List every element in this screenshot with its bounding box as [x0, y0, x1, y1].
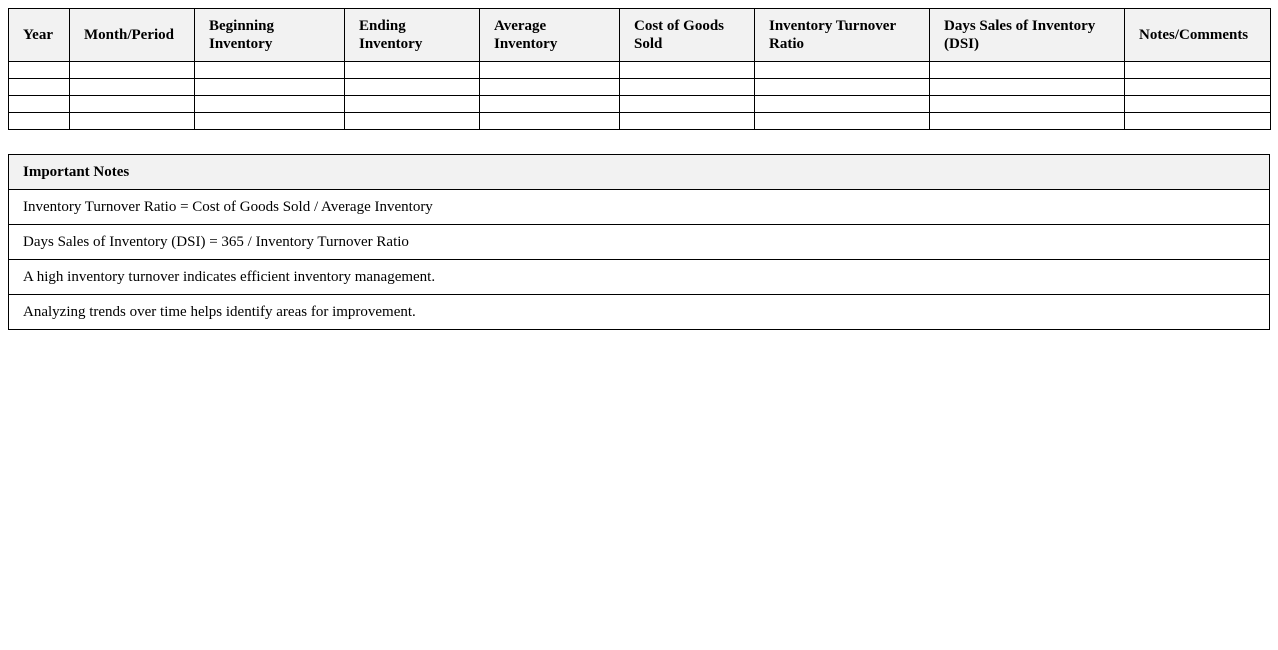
table-cell[interactable] [480, 96, 620, 113]
table-cell[interactable] [345, 79, 480, 96]
table-cell[interactable] [930, 96, 1125, 113]
table-row [9, 113, 1271, 130]
note-analyzing-trends: Analyzing trends over time helps identify areas for improvement. [9, 295, 1270, 330]
table-cell[interactable] [620, 113, 755, 130]
table-cell[interactable] [1125, 62, 1271, 79]
table-cell[interactable] [9, 62, 70, 79]
note-row [9, 225, 1270, 260]
table-cell[interactable] [930, 113, 1125, 130]
table-cell[interactable] [480, 79, 620, 96]
notes-title: Important Notes [9, 155, 1270, 190]
header-year: Year [9, 9, 70, 62]
header-beginning-inventory: Beginning Inventory [195, 9, 345, 62]
table-cell[interactable] [620, 79, 755, 96]
table-cell[interactable] [345, 96, 480, 113]
note-row [9, 295, 1270, 330]
table-cell[interactable] [620, 62, 755, 79]
header-cost-of-goods-sold: Cost of Goods Sold [620, 9, 755, 62]
table-cell[interactable] [70, 79, 195, 96]
table-cell[interactable] [70, 62, 195, 79]
header-month-period: Month/Period [70, 9, 195, 62]
header-notes-comments: Notes/Comments [1125, 9, 1271, 62]
notes-header-row [9, 155, 1270, 190]
table-cell[interactable] [195, 62, 345, 79]
table-row [9, 62, 1271, 79]
table-cell[interactable] [755, 113, 930, 130]
table-cell[interactable] [755, 62, 930, 79]
header-inventory-turnover-ratio: Inventory Turnover Ratio [755, 9, 930, 62]
table-cell[interactable] [930, 79, 1125, 96]
inventory-turnover-table [8, 8, 1271, 130]
table-cell[interactable] [1125, 96, 1271, 113]
table-cell[interactable] [620, 96, 755, 113]
note-dsi-formula: Days Sales of Inventory (DSI) = 365 / Inventory Turnover Ratio [9, 225, 1270, 260]
table-cell[interactable] [755, 79, 930, 96]
table-header-row [9, 9, 1271, 62]
table-cell[interactable] [9, 96, 70, 113]
table-cell[interactable] [9, 79, 70, 96]
table-cell[interactable] [70, 113, 195, 130]
important-notes-table [8, 154, 1270, 330]
table-cell[interactable] [9, 113, 70, 130]
table-cell[interactable] [480, 113, 620, 130]
table-row [9, 96, 1271, 113]
table-cell[interactable] [195, 113, 345, 130]
table-cell[interactable] [755, 96, 930, 113]
table-cell[interactable] [480, 62, 620, 79]
table-cell[interactable] [1125, 79, 1271, 96]
table-cell[interactable] [195, 79, 345, 96]
table-cell[interactable] [930, 62, 1125, 79]
table-cell[interactable] [345, 113, 480, 130]
note-turnover-formula: Inventory Turnover Ratio = Cost of Goods Sold / Average Inventory [9, 190, 1270, 225]
table-cell[interactable] [345, 62, 480, 79]
table-cell[interactable] [70, 96, 195, 113]
header-average-inventory: Average Inventory [480, 9, 620, 62]
table-cell[interactable] [195, 96, 345, 113]
header-ending-inventory: Ending Inventory [345, 9, 480, 62]
table-row [9, 79, 1271, 96]
note-row [9, 260, 1270, 295]
note-row [9, 190, 1270, 225]
table-cell[interactable] [1125, 113, 1271, 130]
note-high-turnover: A high inventory turnover indicates efficient inventory management. [9, 260, 1270, 295]
header-days-sales-of-inventory: Days Sales of Inventory (DSI) [930, 9, 1125, 62]
